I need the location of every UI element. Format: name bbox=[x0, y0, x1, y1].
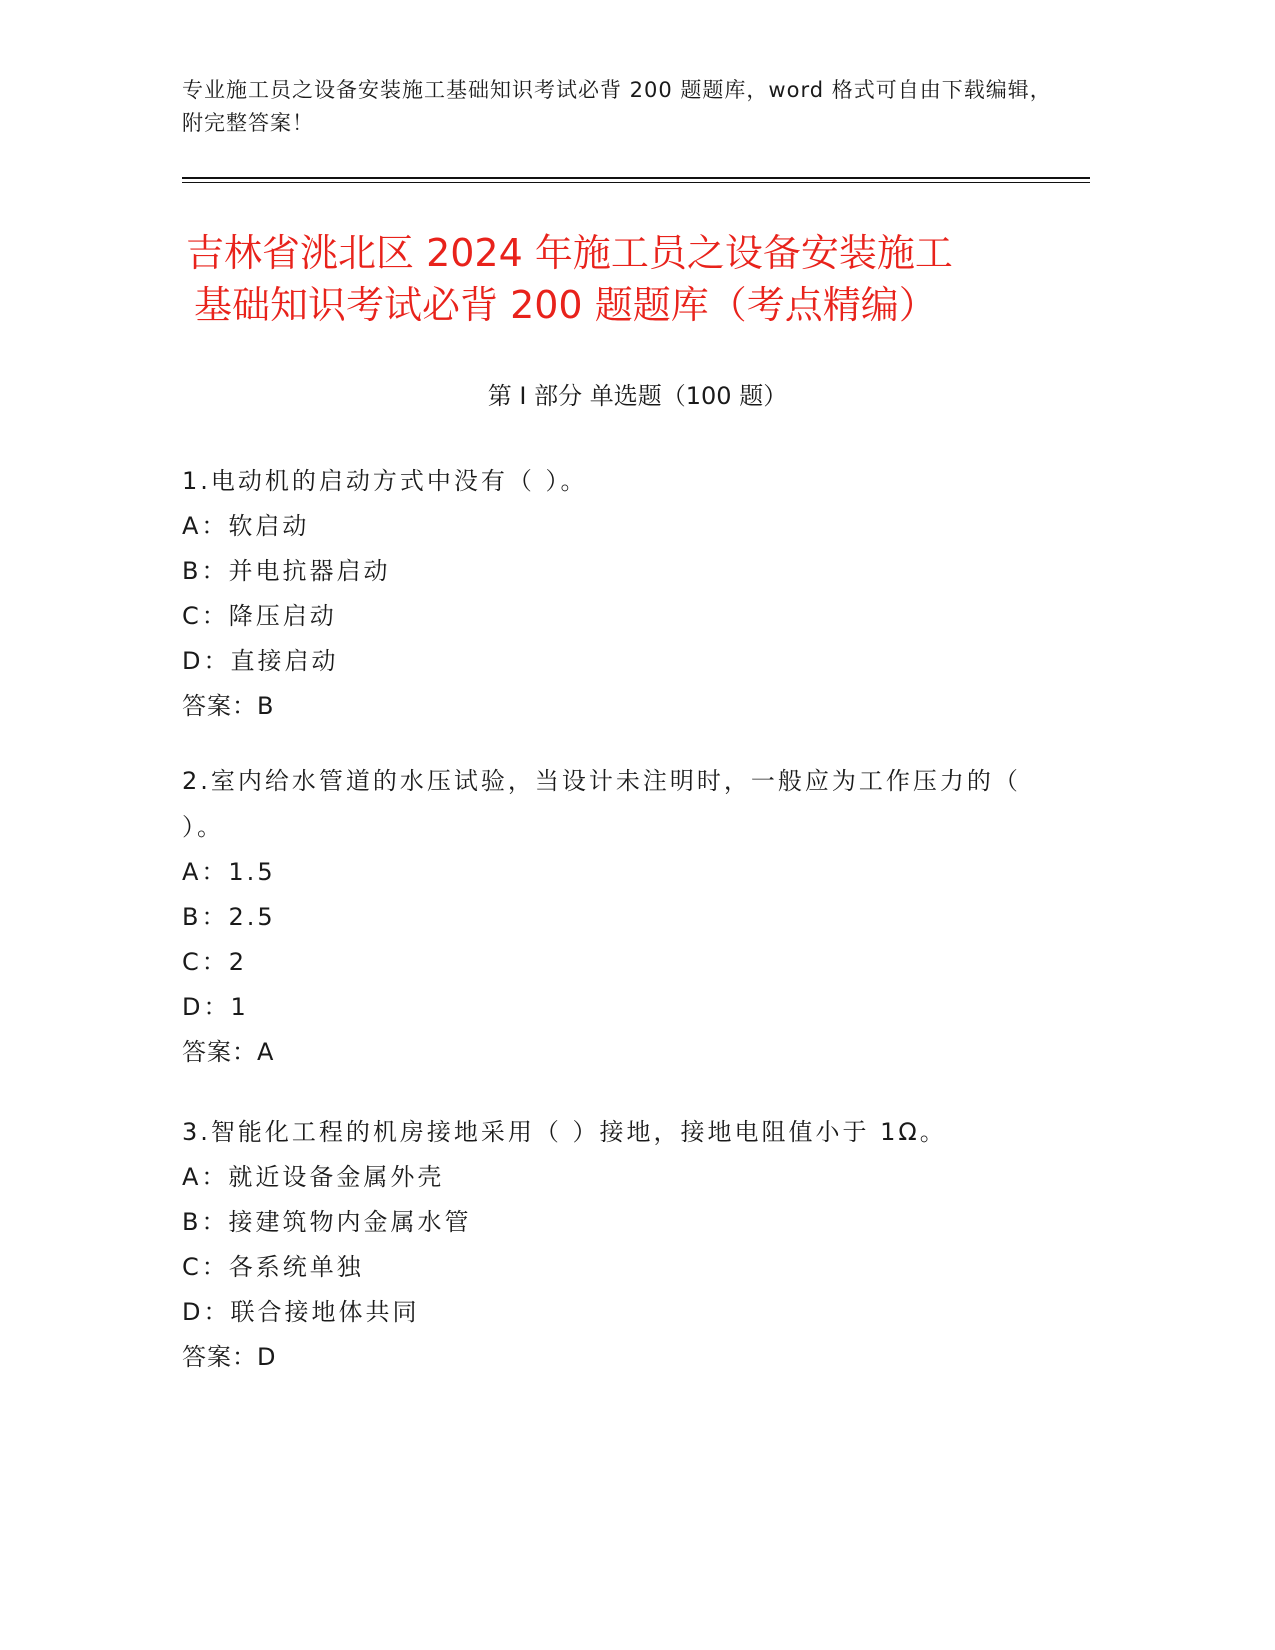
option-c: C：2 bbox=[182, 948, 248, 976]
answer: 答案：D bbox=[182, 1343, 277, 1371]
question-stem: 3.智能化工程的机房接地采用（ ）接地，接地电阻值小于 1Ω。 bbox=[182, 1118, 947, 1146]
answer: 答案：B bbox=[182, 692, 275, 720]
option-c: C：各系统单独 bbox=[182, 1253, 364, 1281]
option-d: D：1 bbox=[182, 993, 249, 1021]
question-2 bbox=[182, 758, 1062, 1075]
question-3 bbox=[182, 1109, 1062, 1380]
option-a: A：就近设备金属外壳 bbox=[182, 1163, 445, 1191]
option-b: B：接建筑物内金属水管 bbox=[182, 1208, 472, 1236]
header-divider-thin bbox=[182, 182, 1090, 183]
answer: 答案：A bbox=[182, 1038, 275, 1066]
option-c: C：降压启动 bbox=[182, 602, 337, 630]
header-divider-thick bbox=[182, 177, 1090, 179]
question-stem: 2.室内给水管道的水压试验，当设计未注明时，一般应为工作压力的（ ）。 bbox=[182, 767, 1021, 841]
option-b: B：2.5 bbox=[182, 903, 276, 931]
header-note: 专业施工员之设备安装施工基础知识考试必背 200 题题库，word 格式可自由下载编辑，附完整答案！ bbox=[182, 78, 1052, 135]
question-stem: 1.电动机的启动方式中没有（ ）。 bbox=[182, 467, 588, 495]
section-title: 第 I 部分 单选题（100 题） bbox=[487, 382, 788, 410]
document-title bbox=[186, 227, 1076, 331]
option-a: A：软启动 bbox=[182, 512, 310, 540]
option-d: D：联合接地体共同 bbox=[182, 1298, 420, 1326]
question-1 bbox=[182, 458, 1062, 729]
option-b: B：并电抗器启动 bbox=[182, 557, 391, 585]
option-d: D：直接启动 bbox=[182, 647, 339, 675]
document-title-line-2: 基础知识考试必背 200 题题库（考点精编） bbox=[194, 283, 937, 327]
option-a: A：1.5 bbox=[182, 858, 276, 886]
document-title-line-1: 吉林省洮北区 2024 年施工员之设备安装施工 bbox=[186, 231, 953, 275]
